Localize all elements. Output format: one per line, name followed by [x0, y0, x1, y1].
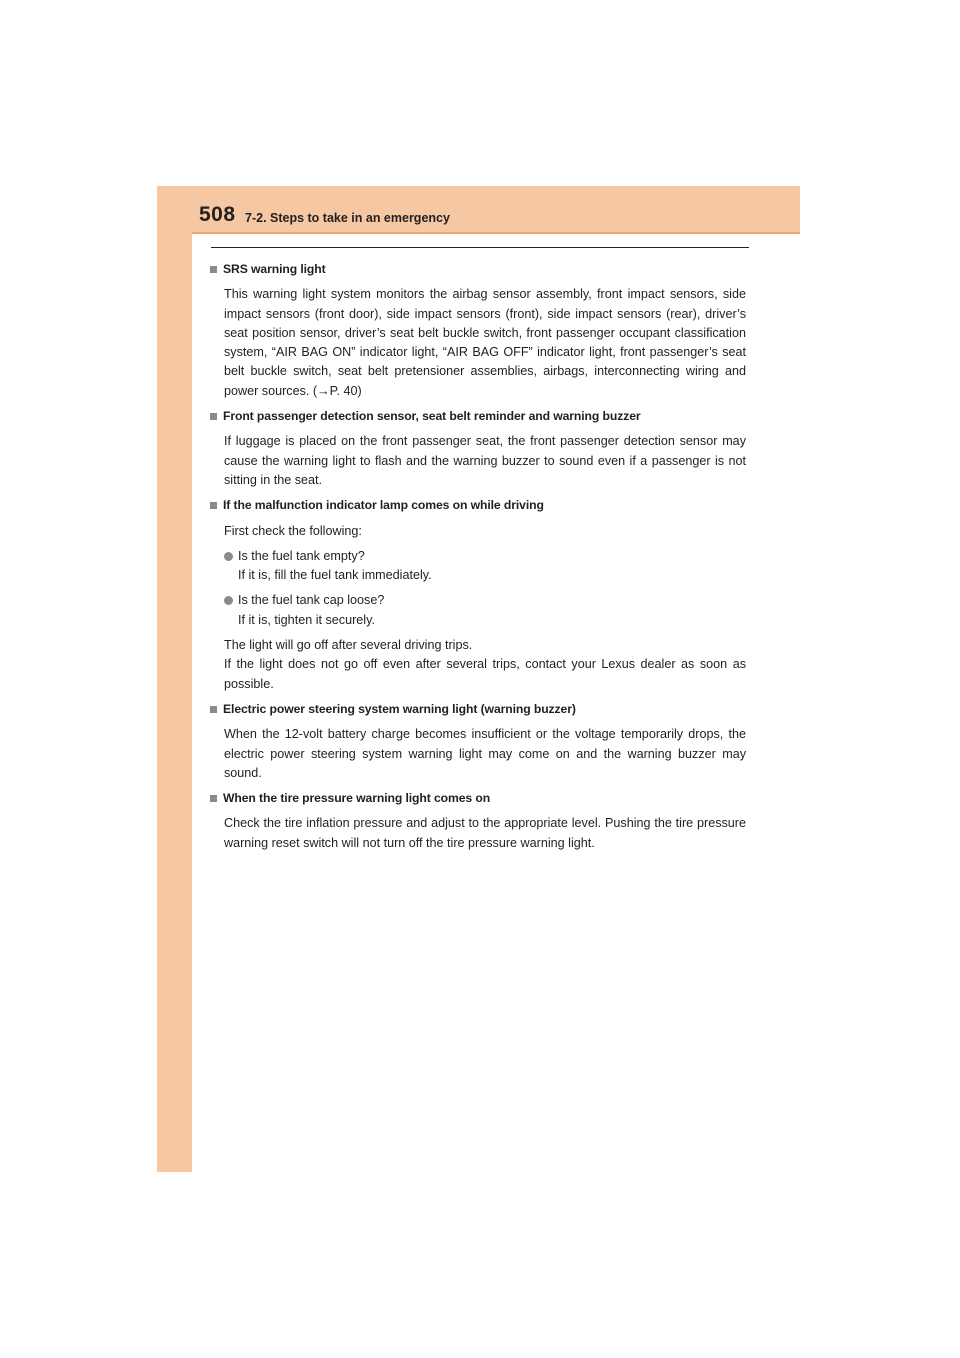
section-paragraph: If luggage is placed on the front passenger seat, the front passenger detection sensor may cause the warning light to flash and the warning buzzer to sound even if a passenger is not sitting in the seat. — [224, 434, 746, 487]
section-paragraph: This warning light system monitors the airbag sensor assembly, front impact sensors, side impact sensors (front door), side impact sensors (front), side impact sensors (rear), driver’s seat position sensor, driver’s seat belt buckle switch, front passenger occupant classification system, “AIR BAG ON” indicator light, “AIR BAG OFF” indicator light, front passenger’s seat belt buckle switch, seat belt pretensioner assemblies, airbags, interconnecting wiring and power sources. (→P. 40) — [224, 287, 746, 398]
bullet-question: Is the fuel tank empty? — [238, 548, 365, 563]
section-srs — [210, 260, 746, 401]
square-bullet-icon — [210, 795, 217, 802]
bullet-answer: If it is, fill the fuel tank immediately. — [238, 568, 432, 583]
section-intro: First check the following: — [224, 523, 362, 538]
square-bullet-icon — [210, 413, 217, 420]
section-paragraph: Check the tire inflation pressure and adjust to the appropriate level. Pushing the tire pressure warning reset switch will not turn off the tire pressure warning light. — [224, 816, 746, 850]
header-tab — [192, 186, 800, 234]
square-bullet-icon — [210, 266, 217, 273]
round-bullet-icon — [224, 596, 233, 605]
section-heading: If the malfunction indicator lamp comes on while driving — [210, 496, 746, 515]
section-heading: Front passenger detection sensor, seat belt reminder and warning buzzer — [210, 407, 746, 426]
section-passenger-detection — [210, 407, 746, 490]
page-number: 508 — [199, 203, 236, 226]
section-malfunction-lamp — [210, 496, 746, 694]
square-bullet-icon — [210, 502, 217, 509]
bullet-answer: If it is, tighten it securely. — [238, 612, 375, 627]
section-paragraph: When the 12-volt battery charge becomes insufficient or the voltage temporarily drops, the electric power steering system warning light may come on and the warning buzzer may sound. — [224, 727, 746, 780]
section-heading: When the tire pressure warning light comes on — [210, 789, 746, 808]
list-item — [224, 591, 746, 630]
section-heading: SRS warning light — [210, 260, 746, 279]
side-color-band — [157, 186, 192, 1172]
header-rule — [211, 247, 749, 248]
round-bullet-icon — [224, 552, 233, 561]
bullet-question: Is the fuel tank cap loose? — [238, 593, 385, 608]
section-title: 7-2. Steps to take in an emergency — [245, 211, 450, 225]
section-power-steering — [210, 700, 746, 783]
square-bullet-icon — [210, 706, 217, 713]
section-outro: The light will go off after several driving trips. If the light does not go off even after several trips, contact your Lexus dealer as soon as possible. — [224, 638, 746, 691]
section-tire-pressure — [210, 789, 746, 853]
page-content — [210, 260, 746, 859]
section-heading: Electric power steering system warning light (warning buzzer) — [210, 700, 746, 719]
list-item — [224, 547, 746, 586]
